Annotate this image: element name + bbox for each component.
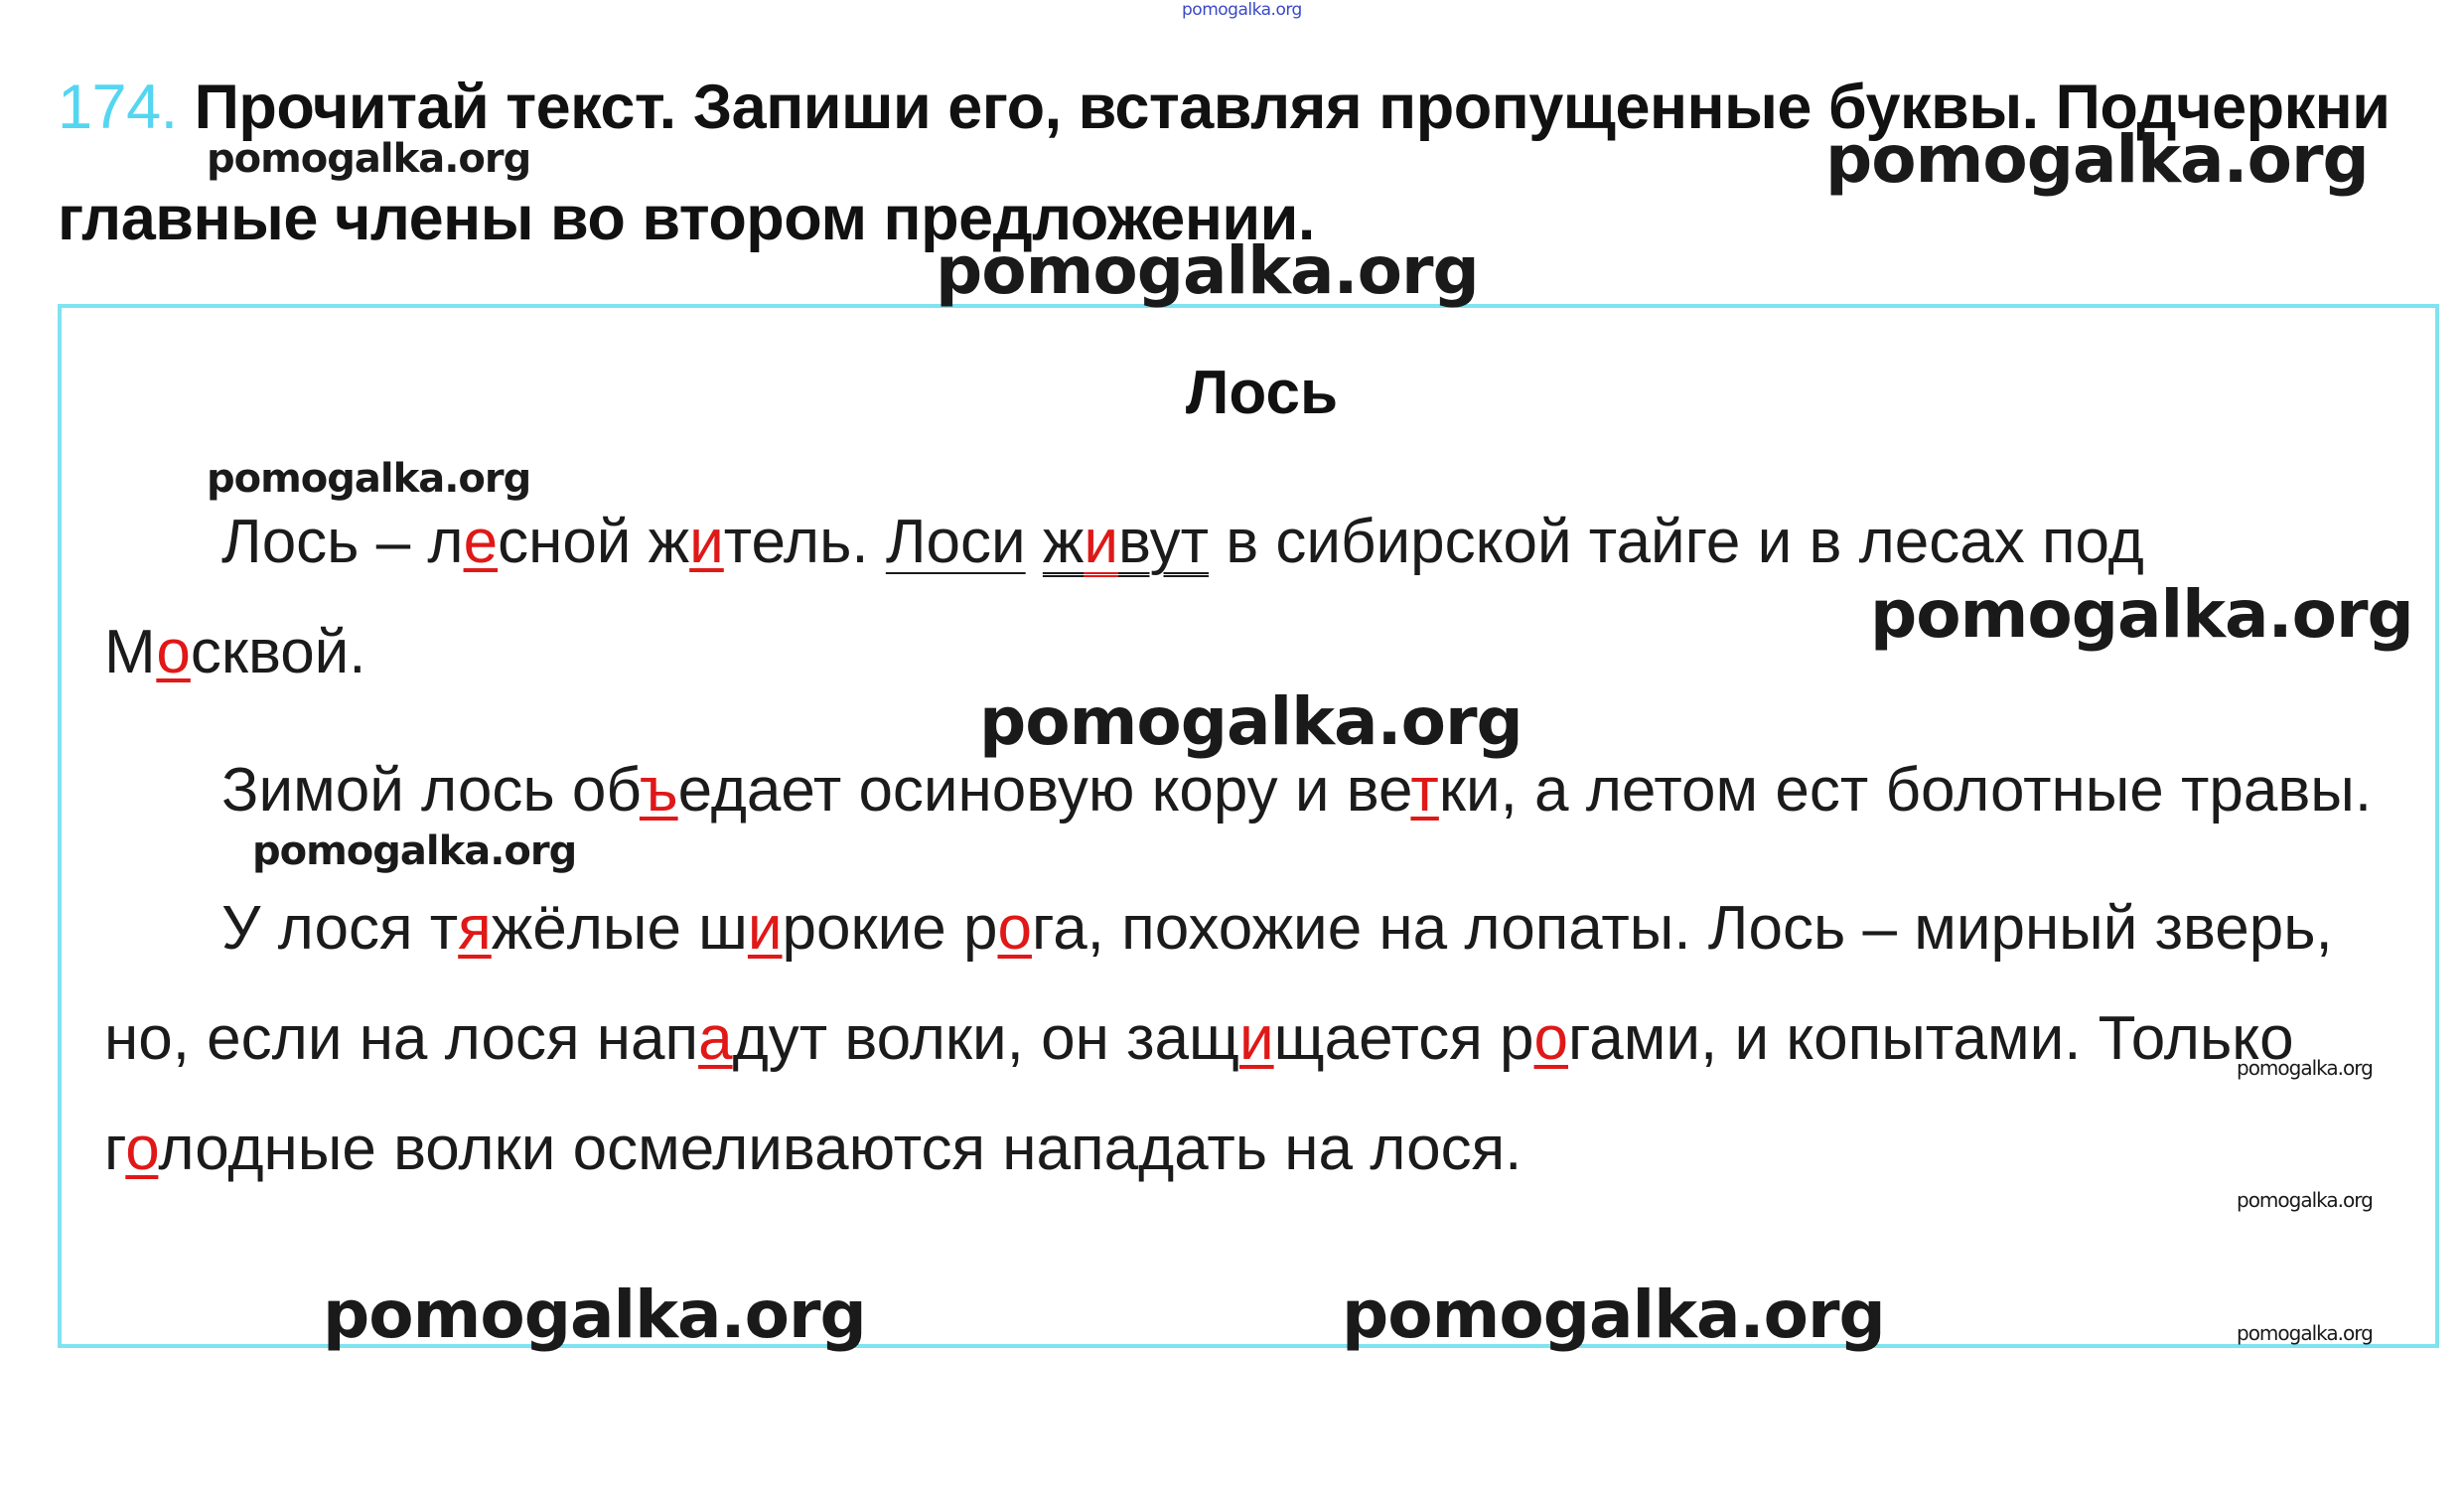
text-run: сквой. <box>190 618 366 686</box>
text-run: Зимой лось об <box>221 756 640 825</box>
text-run: рокие р <box>782 894 998 963</box>
watermark-top: pomogalka.org <box>1182 0 1302 20</box>
inserted-letter: и <box>1239 1004 1274 1073</box>
watermark: pomogalka.org <box>323 1276 866 1353</box>
watermark: pomogalka.org <box>252 828 577 874</box>
inserted-letter: и <box>1084 508 1119 576</box>
text-run: ки, а летом ест болотные травы. <box>1438 756 2373 825</box>
inserted-letter: о <box>997 894 1032 963</box>
text-run: в сибирской тайге и в лесах под М <box>104 508 2144 686</box>
watermark: pomogalka.org <box>207 456 531 502</box>
text-run: щается р <box>1273 1004 1534 1073</box>
inserted-letter: е <box>463 508 499 576</box>
text-run: жёлые ш <box>491 894 748 963</box>
inserted-letter: ъ <box>639 756 678 825</box>
watermark: pomogalka.org <box>2237 1056 2373 1080</box>
text-run: лодные волки осмеливаются нападать на лося. <box>158 1115 1522 1183</box>
text-run: У лося т <box>221 894 459 963</box>
watermark: pomogalka.org <box>1870 576 2413 653</box>
watermark: pomogalka.org <box>1342 1276 1885 1353</box>
text-run <box>1026 508 1043 576</box>
watermark: pomogalka.org <box>1825 121 2369 198</box>
inserted-letter: о <box>156 618 191 686</box>
story-paragraph-3 <box>104 873 2418 1204</box>
watermark: pomogalka.org <box>979 683 1522 760</box>
inserted-letter: о <box>1533 1004 1569 1073</box>
text-run: едает осиновую кору и ве <box>677 756 1411 825</box>
story-title: Лось <box>1185 359 1339 427</box>
inserted-letter: о <box>125 1115 159 1183</box>
task-text: Прочитай текст. Запиши его, вставляя пропущенные буквы. Подчеркни главные члены во втором предложении. <box>58 73 2391 253</box>
inserted-letter: и <box>747 894 783 963</box>
task-number: 174. <box>58 73 178 142</box>
text-run: дут волки, он защ <box>732 1004 1239 1073</box>
predicate-word: вут <box>1118 508 1209 576</box>
subject-word: Лоси <box>885 508 1026 576</box>
text-run: сной ж <box>498 508 690 576</box>
text-run: тель. <box>723 508 886 576</box>
watermark: pomogalka.org <box>2237 1321 2373 1345</box>
text-run: гами, и копытами. Только г <box>104 1004 2294 1183</box>
watermark: pomogalka.org <box>2237 1188 2373 1212</box>
inserted-letter: а <box>698 1004 733 1073</box>
inserted-letter: и <box>689 508 724 576</box>
text-run: га, похожие на лопаты. Лось – мирный зверь, но, если на лося нап <box>104 894 2333 1073</box>
watermark: pomogalka.org <box>207 136 531 182</box>
predicate-word: ж <box>1042 508 1085 576</box>
text-run: Лось – л <box>221 508 464 576</box>
inserted-letter: я <box>458 894 492 963</box>
inserted-letter: т <box>1410 756 1439 825</box>
watermark: pomogalka.org <box>936 232 1479 309</box>
